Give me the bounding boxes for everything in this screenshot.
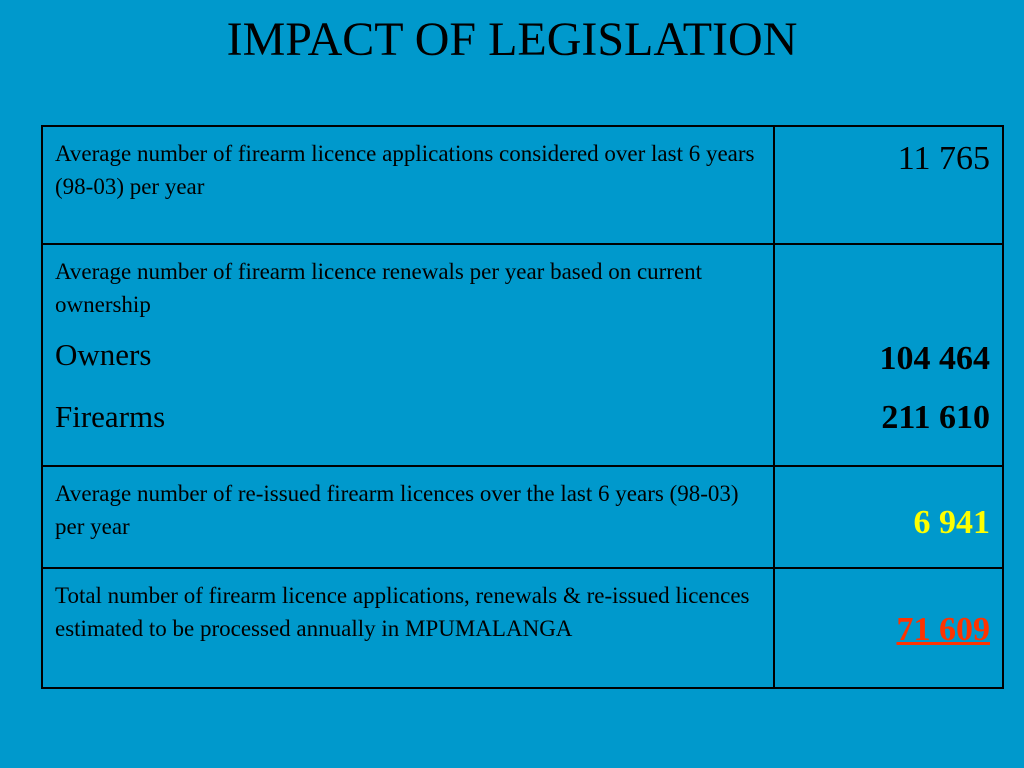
renewals-label [42,244,774,466]
renewals-label-text: Average number of firearm licence renewals per year based on current ownership [55,259,703,317]
reissued-label-text: Average number of re-issued firearm licences over the last 6 years (98-03) per year [55,481,739,539]
applications-label-text: Average number of firearm licence applications considered over last 6 years (98-03) per year [55,141,755,199]
applications-value: 11 765 [897,140,990,177]
total-value: 71 609 [896,611,990,648]
total-label [42,568,774,688]
firearms-label: Firearms [55,399,166,434]
total-label-text: Total number of firearm licence applications, renewals & re-issued licences estimated to be processed annually in MPUMALANGA [55,583,750,641]
total-value-cell [774,568,1003,688]
reissued-label [42,466,774,568]
legislation-impact-table [41,125,1004,689]
table-row [42,126,1003,244]
slide-title: IMPACT OF LEGISLATION [226,13,798,66]
applications-label [42,126,774,244]
table-row [42,244,1003,466]
table-row [42,568,1003,688]
owners-value: 104 464 [879,340,990,377]
owners-label: Owners [55,337,152,372]
reissued-value: 6 941 [913,504,990,541]
reissued-value-cell [774,466,1003,568]
renewals-value-cell [774,244,1003,466]
applications-value-cell [774,126,1003,244]
table-row [42,466,1003,568]
firearms-value: 211 610 [881,399,990,436]
